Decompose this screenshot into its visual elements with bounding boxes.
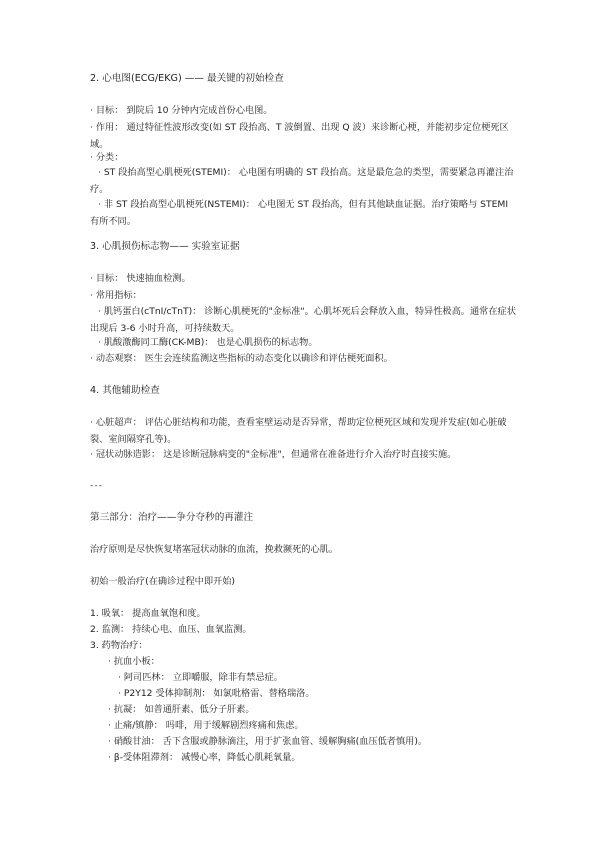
treatment-principle: 治疗原则是尽快恢复堵塞冠状动脉的血流，挽救濒死的心肌。 [90,544,339,555]
initial-treatment-title: 初始一般治疗(在确诊过程中即开始) [90,576,235,587]
stemi-item: · ST 段抬高型心肌梗死(STEMI)： 心电图有明确的 ST 段抬高。这是最危急的类型，需要紧急再灌注治疗。 [90,167,514,195]
ecg-target: · 目标： 到院后 10 分钟内完成首份心电图。 [90,105,273,116]
medication-item: 3. 药物治疗： [90,640,148,651]
echo-item: · 心脏超声： 评估心脏结构和功能，查看室壁运动是否异常，帮助定位梗死区域和发现并发症(如心脏破裂、室间隔穿孔等)。 [90,417,507,445]
separator: --- [90,480,103,491]
angiography-item: · 冠状动脉造影： 这是诊断冠脉病变的"金标准"，但通常在准备进行介入治疗时直接实施。 [90,449,457,460]
ckmb-item: · 肌酸激酶同工酶(CK-MB)： 也是心肌损伤的标志物。 [98,337,318,348]
ecg-classification-label: · 分类： [90,152,124,163]
markers-common-label: · 常用指标： [90,290,142,301]
troponin-item: · 肌钙蛋白(cTnI/cTnT)： 诊断心肌梗死的"金标准"。心肌坏死后会释放入血，特异性极高。通常在症状出现后 3-6 小时升高，可持续数天。 [90,306,516,334]
section-3-heading: 3. 心肌损伤标志物—— 实验室证据 [90,241,240,252]
oxygen-item: 1. 吸氧： 提高血氧饱和度。 [90,608,206,619]
analgesic-item: · 止痛/镇静： 吗啡，用于缓解剧烈疼痛和焦虑。 [108,720,304,731]
aspirin-item: · 阿司匹林： 立即嚼服，除非有禁忌症。 [118,672,283,683]
p2y12-item: · P2Y12 受体抑制剂： 如氯吡格雷、替格瑞洛。 [118,688,315,699]
part-3-heading: 第三部分：治疗——争分夺秒的再灌注 [90,512,254,523]
section-4-heading: 4. 其他辅助检查 [90,385,160,396]
antiplatelet-item: · 抗血小板： [108,656,160,667]
markers-target: · 目标： 快速抽血检测。 [90,273,191,284]
section-2-heading: 2. 心电图(ECG/EKG) —— 最关键的初始检查 [90,73,284,84]
dynamic-observation: · 动态观察： 医生会连续监测这些指标的动态变化以确诊和评估梗死面积。 [90,353,393,364]
beta-blocker-item: · β-受体阻滞剂： 减慢心率，降低心肌耗氧量。 [108,752,301,763]
ecg-effect: · 作用： 通过特征性波形改变(如 ST 段抬高、T 波倒置、出现 Q 波）来诊断心梗，并能初步定位梗死区域。 [90,122,509,150]
nitroglycerin-item: · 硝酸甘油： 舌下含服或静脉滴注，用于扩张血管、缓解胸痛(血压低者慎用)。 [108,736,428,747]
monitoring-item: 2. 监测： 持续心电、血压、血氧监测。 [90,624,252,635]
nstemi-item: · 非 ST 段抬高型心肌梗死(NSTEMI)： 心电图无 ST 段抬高，但有其他缺血证据。治疗策略与 STEMI 有所不同。 [90,199,509,227]
anticoagulant-item: · 抗凝： 如普通肝素、低分子肝素。 [108,704,255,715]
